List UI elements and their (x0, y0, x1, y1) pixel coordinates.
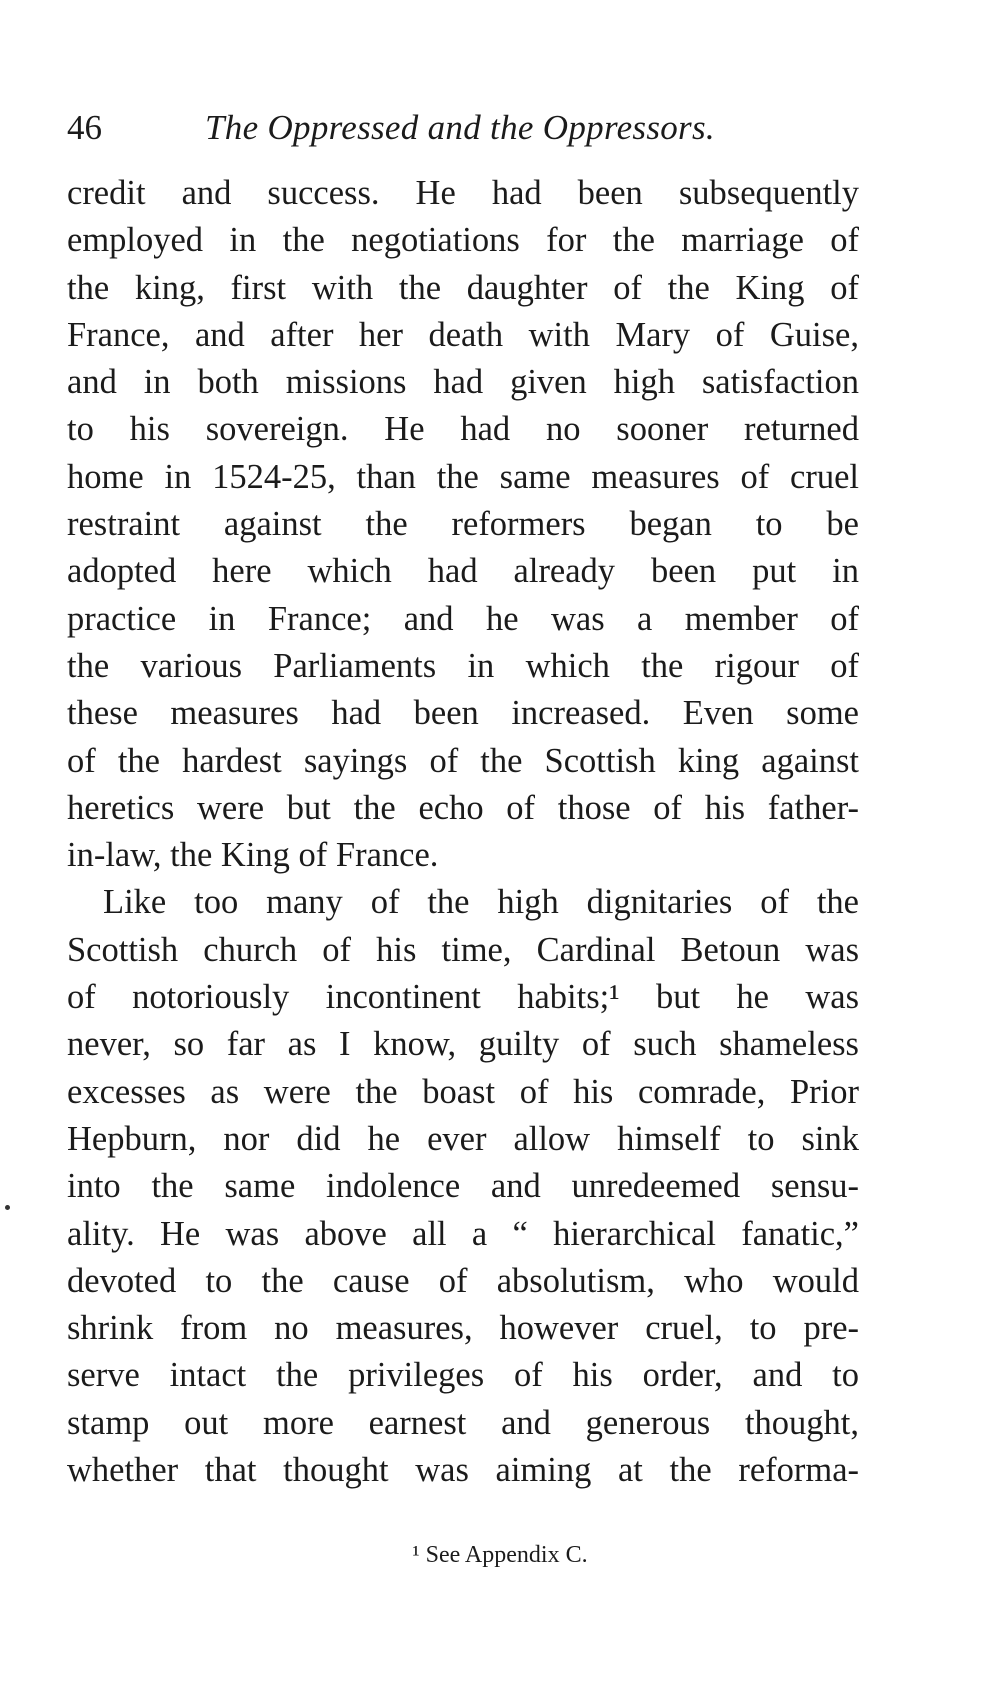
margin-mark (5, 1205, 10, 1210)
text-line: Hepburn, nor did he ever allow himself to sink (67, 1119, 859, 1158)
text-line: Scottish church of his time, Cardinal Betoun was (67, 930, 859, 969)
text-line: restraint against the reformers began to be (67, 505, 859, 544)
text-line: credit and success. He had been subsequently (67, 174, 859, 212)
text-line: these measures had been increased. Even some (67, 694, 859, 733)
text-line: practice in France; and he was a member of (67, 599, 859, 638)
text-line: ality. He was above all a “ hierarchical fanatic,” (67, 1214, 859, 1253)
running-header (67, 106, 859, 150)
body-text (67, 170, 859, 1494)
text-line: and in both missions had given high satisfaction (67, 363, 859, 402)
running-title: The Oppressed and the Oppressors. (205, 108, 715, 147)
text-line: Like too many of the high dignitaries of the (103, 883, 859, 922)
text-line: into the same indolence and unredeemed sensu- (67, 1167, 859, 1206)
text-line: France, and after her death with Mary of Guise, (67, 315, 859, 354)
text-line: home in 1524-25, than the same measures of cruel (67, 457, 859, 496)
text-line: heretics were but the echo of those of his father- (67, 788, 859, 827)
text-line: in-law, the King of France. (67, 836, 439, 875)
text-line: stamp out more earnest and generous thought, (67, 1403, 859, 1442)
text-line: never, so far as I know, guilty of such shameless (67, 1025, 859, 1064)
text-line: employed in the negotiations for the marriage of (67, 221, 859, 260)
page-number: 46 (67, 108, 102, 147)
footnote: ¹ See Appendix C. (412, 1542, 588, 1568)
text-line: the king, first with the daughter of the King of (67, 268, 859, 307)
text-line: the various Parliaments in which the rigour of (67, 646, 859, 685)
paragraph-2 (67, 879, 859, 1494)
text-line: excesses as were the boast of his comrade, Prior (67, 1072, 859, 1111)
text-line: devoted to the cause of absolutism, who would (67, 1261, 859, 1300)
text-line: shrink from no measures, however cruel, to pre- (67, 1309, 859, 1348)
text-line: of the hardest sayings of the Scottish king against (67, 741, 859, 780)
text-line: adopted here which had already been put in (67, 552, 859, 591)
text-line: of notoriously incontinent habits;¹ but he was (67, 978, 859, 1017)
text-line: serve intact the privileges of his order, and to (67, 1356, 859, 1395)
text-line: whether that thought was aiming at the reforma- (67, 1451, 859, 1490)
paragraph-1 (67, 170, 859, 879)
text-line: to his sovereign. He had no sooner returned (67, 410, 859, 449)
